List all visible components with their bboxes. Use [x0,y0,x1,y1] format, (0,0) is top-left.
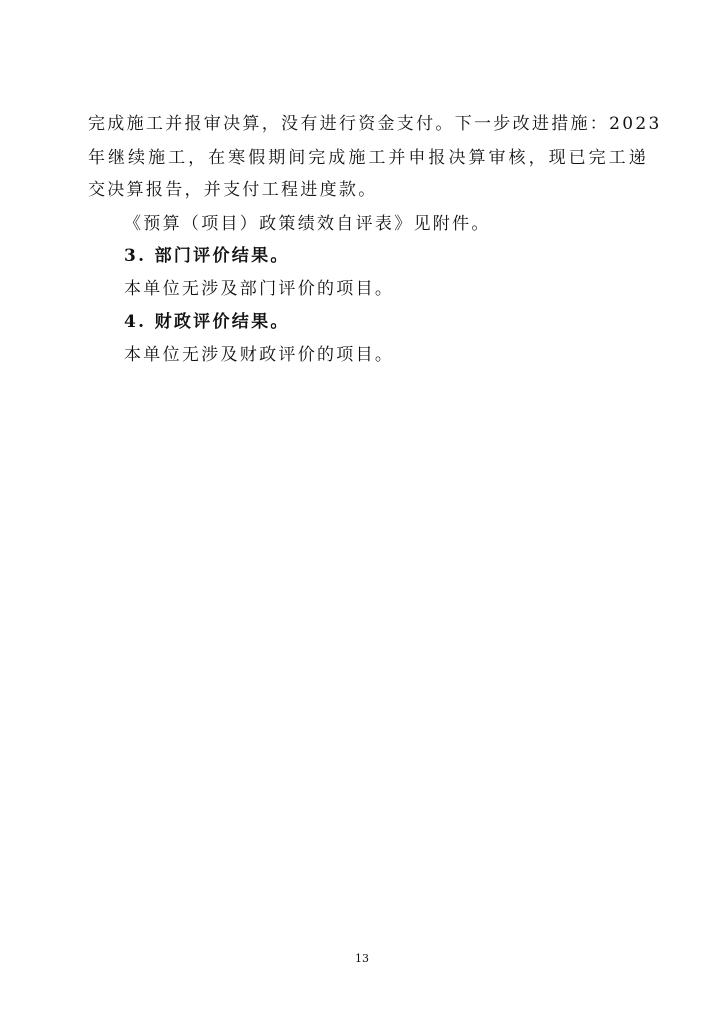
section-4-heading: 4. 财政评价结果。 [124,312,290,332]
paragraph-line-2: 年继续施工，在寒假期间完成施工并申报决算审核，现已完工递 [88,148,648,168]
paragraph-line-1: 完成施工并报审决算，没有进行资金支付。下一步改进措施：2023 [88,114,662,134]
section-4-body: 本单位无涉及财政评价的项目。 [124,345,395,365]
paragraph-line-3: 交决算报告，并支付工程进度款。 [88,180,378,200]
section-3-body: 本单位无涉及部门评价的项目。 [124,279,395,299]
attachment-note: 《预算（项目）政策绩效自评表》见附件。 [124,214,491,234]
section-3-heading: 3. 部门评价结果。 [124,246,290,266]
page-number: 13 [355,952,369,965]
